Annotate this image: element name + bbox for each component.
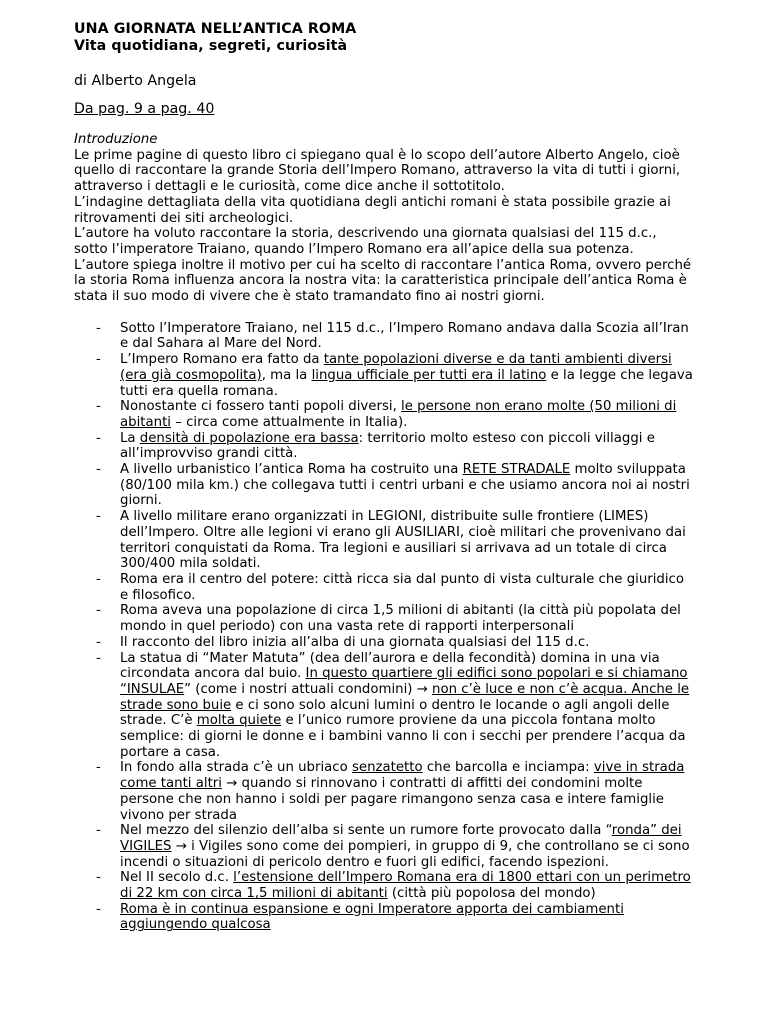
underlined-text: vive in strada come tanti altri (120, 760, 685, 792)
bullet-marker: - (96, 823, 101, 839)
underlined-text: lingua ufficiale per tutti era il latino (311, 367, 547, 383)
bullet-text: → i Vigiles sono come dei pompieri, in gruppo di 9, che controllano se ci sono incendi o situazioni di pericolo dentro e fuori gli edifici, facendo ispezioni. (120, 838, 690, 870)
bullet-text: Il racconto del libro inizia all’alba di una giornata qualsiasi del 115 d.c. (120, 634, 590, 650)
bullet-marker: - (96, 320, 101, 336)
bullet-item (74, 462, 694, 509)
bullet-marker: - (96, 509, 101, 525)
document-title (74, 21, 694, 55)
underlined-text: Roma è in continua espansione e ogni Imperatore apporta dei cambiamenti aggiungendo qualcosa (120, 901, 624, 933)
bullet-item (74, 352, 694, 399)
bullet-text: , ma la (261, 367, 312, 383)
bullet-text: → quando si rinnovano i contratti di affitti dei condomini molte persone che non hanno i soldi per pagare rimangono senza casa e intere famiglie vivono per strada (120, 776, 664, 823)
bullet-text: A livello militare erano organizzati in LEGIONI, distribuite sulle frontiere (LIMES) dell’Impero. Oltre alle legioni vi erano gli AUSILIARI, cioè militari che provenivano dai territori conquistati da Roma. Tra legioni e ausiliari si arrivava ad un totale di circa 300/400 mila soldati. (120, 509, 686, 572)
bullet-text: – circa come attualmente in Italia). (170, 414, 408, 430)
bullet-marker: - (96, 901, 101, 917)
bullet-text: molto sviluppata (80/100 mila km.) che collegava tutti i centri urbani e che usiamo ancora noi ai nostri giorni. (120, 462, 690, 509)
bullet-marker: - (96, 634, 101, 650)
bullet-item (74, 760, 694, 823)
bullet-text: che barcolla e inciampa: (422, 760, 594, 776)
bullet-text: Nonostante ci fossero tanti popoli diversi, (120, 399, 402, 415)
bullet-item (74, 823, 694, 870)
bullet-marker: - (96, 462, 101, 478)
author-line: di Alberto Angela (74, 73, 197, 89)
bullet-list (74, 321, 694, 933)
bullet-item (74, 509, 694, 572)
bullet-item (74, 572, 694, 603)
underlined-text: l’estensione dell’Impero Romana era di 1800 ettari con un perimetro di 22 km con circa 1,5 milioni di abitanti (120, 870, 691, 902)
bullet-text: Nel II secolo d.c. (120, 870, 234, 886)
bullet-item (74, 635, 694, 651)
bullet-text: La statua di “Mater Matuta” (dea dell’aurora e della fecondità) domina in una via circondata ancora dal buio. (120, 650, 660, 682)
bullet-item (74, 321, 694, 352)
bullet-text: e l’unico rumore proviene da una piccola fontana molto semplice: di giorni le donne e i bambini vanno li con i secchi per prendere l’acqua da portare a casa. (120, 713, 686, 760)
bullet-marker: - (96, 650, 101, 666)
bullet-text: In fondo alla strada c’è un ubriaco (120, 760, 352, 776)
title-line: UNA GIORNATA NELL’ANTICA ROMA (74, 21, 357, 37)
bullet-marker: - (96, 870, 101, 886)
underlined-text: ronda” dei VIGILES (120, 823, 682, 854)
intro-paragraph: L’indagine dettagliata della vita quotidiana degli antichi romani è stata possibile grazie ai ritrovamenti dei siti archeologici. (74, 194, 671, 226)
bullet-marker: - (96, 399, 101, 415)
bullet-item (74, 870, 694, 901)
bullet-item (74, 399, 694, 430)
page-range: Da pag. 9 a pag. 40 (74, 101, 215, 117)
bullet-marker: - (96, 603, 101, 619)
intro-paragraph: L’autore spiega inoltre il motivo per cui ha scelto di raccontare l’antica Roma, ovvero perché la storia Roma influenza ancora la nostra vita: la caratteristica principale dell’antica Roma è stata il suo modo di vivere che è stato tramandato fino ai nostri giorni. (74, 257, 692, 305)
underlined-text: molta quiete (196, 713, 282, 729)
bullet-text: Sotto l’Imperatore Traiano, nel 115 d.c., l’Impero Romano andava dalla Scozia all’Iran e dal Sahara al Mare del Nord. (120, 320, 689, 352)
bullet-text: Nel mezzo del silenzio dell’alba si sente un rumore forte provocato dalla “ (120, 823, 612, 839)
intro-paragraph: Le prime pagine di questo libro ci spiegano qual è lo scopo dell’autore Alberto Angelo, cioè quello di raccontare la grande Storia dell’Impero Romano, attraverso la vita di tutti i giorni, attraverso i dettagli e le curiosità, come dice anche il sottotitolo. (74, 147, 681, 195)
bullet-marker: - (96, 571, 101, 587)
underlined-text: RETE STRADALE (462, 462, 571, 478)
bullet-text: : territorio molto esteso con piccoli villaggi e all’improvviso grandi città. (120, 430, 655, 462)
bullet-text: ” (come i nostri attuali condomini) → (184, 681, 433, 697)
bullet-text: L’Impero Romano era fatto da (120, 352, 324, 368)
bullet-text: e ci sono solo alcuni lumini o dentro le locande o agli angoli delle strade. C’è (120, 697, 670, 729)
underlined-text: le persone non erano molte (50 milioni di abitanti (120, 399, 677, 430)
subtitle-line: Vita quotidiana, segreti, curiosità (74, 38, 348, 54)
intro-paragraph: L’autore ha voluto raccontare la storia, descrivendo una giornata qualsiasi del 115 d.c., sotto l’imperatore Traiano, quando l’Impero Romano era all’apice della sua potenza. (74, 226, 657, 257)
bullet-item (74, 603, 694, 634)
bullet-item (74, 651, 694, 761)
bullet-text: La (120, 430, 140, 446)
bullet-text: e la legge che legava tutti era quella romana. (120, 367, 693, 399)
underlined-text: densità di popolazione era bassa (139, 430, 359, 446)
underlined-text: tante popolazioni diverse e da tanti ambienti diversi (era già cosmopolita) (120, 352, 672, 383)
underlined-text: non c’è luce e non c’è acqua. Anche le strade sono buie (120, 681, 690, 713)
bullet-marker: - (96, 760, 101, 776)
underlined-text: senzatetto (351, 760, 423, 776)
bullet-text: Roma era il centro del potere: città ricca sia dal punto di vista culturale che giuridico e filosofico. (120, 571, 685, 603)
bullet-text: (città più popolosa del mondo) (387, 886, 596, 902)
bullet-item (74, 431, 694, 462)
bullet-text: Roma aveva una popolazione di circa 1,5 milioni di abitanti (la città più popolata del mondo in quel periodo) con una vasta rete di rapporti interpersonali (120, 603, 681, 635)
underlined-text: In questo quartiere gli edifici sono popolari e si chiamano “INSULAE (120, 666, 688, 697)
bullet-item (74, 902, 694, 933)
document-page (74, 21, 694, 933)
intro-section (74, 148, 694, 305)
bullet-marker: - (96, 430, 101, 446)
bullet-marker: - (96, 352, 101, 368)
intro-heading: Introduzione (74, 132, 158, 147)
bullet-text: A livello urbanistico l’antica Roma ha costruito una (120, 462, 463, 478)
